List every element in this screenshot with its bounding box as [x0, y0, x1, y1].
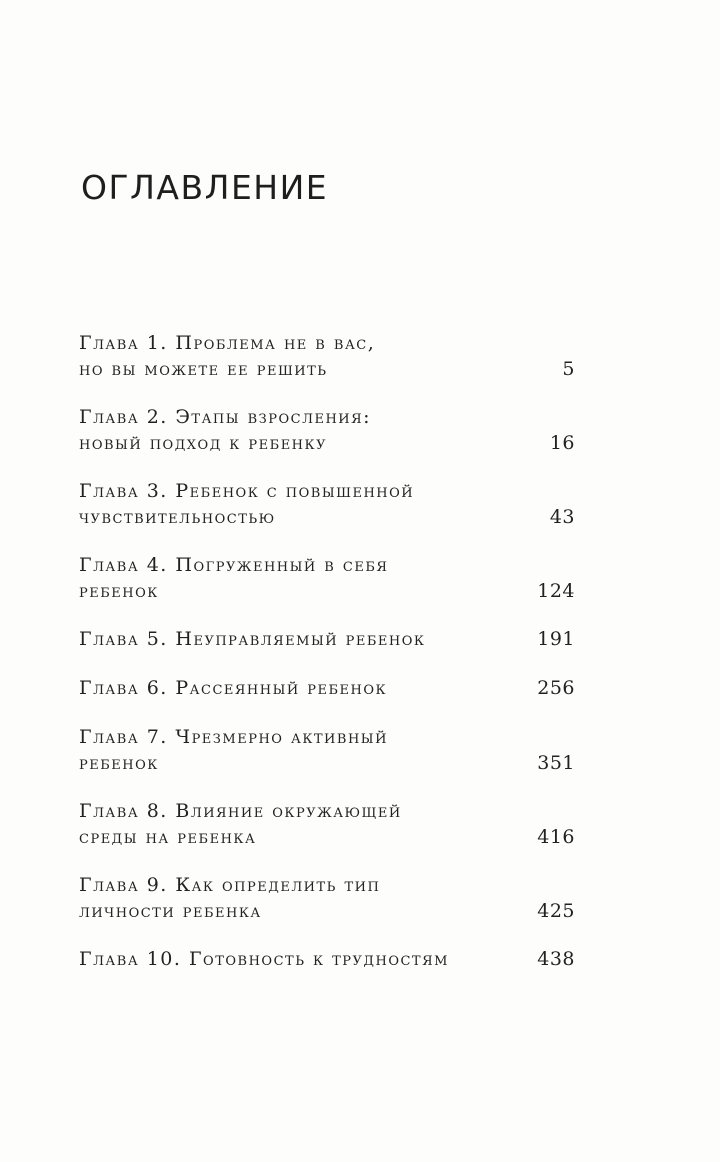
- toc-entry-chapter-2[interactable]: [79, 404, 575, 456]
- page-title: ОГЛАВЛЕНИЕ: [81, 168, 329, 207]
- toc-page-number: 124: [537, 580, 575, 602]
- toc-page-number: 5: [562, 358, 575, 380]
- toc-entry-title: Глава 1. Проблема не в вас,: [79, 332, 376, 354]
- toc-entry-title-continued: личности ребенка: [79, 900, 262, 922]
- toc-entry-title: Глава 9. Как определить тип: [79, 874, 381, 896]
- toc-entry-title-continued: чувствительностью: [79, 506, 276, 528]
- toc-page-number: 416: [537, 826, 575, 848]
- toc-entry-chapter-7[interactable]: [79, 724, 575, 776]
- toc-entry-chapter-4[interactable]: [79, 552, 575, 604]
- toc-entry-chapter-10[interactable]: [79, 946, 575, 972]
- toc-entry-title: Глава 4. Погруженный в себя: [79, 554, 389, 576]
- toc-entry-title: Глава 10. Готовность к трудностям: [79, 948, 449, 970]
- toc-entry-chapter-1[interactable]: [79, 330, 575, 382]
- toc-page-number: 43: [549, 506, 575, 528]
- toc-entry-title: Глава 8. Влияние окружающей: [79, 800, 402, 822]
- toc-entry-title: Глава 5. Неуправляемый ребенок: [79, 628, 426, 650]
- toc-entry-chapter-5[interactable]: [79, 626, 575, 652]
- toc-page-number: 425: [537, 900, 575, 922]
- toc-page-number: 256: [537, 677, 575, 699]
- toc-entry-title: Глава 2. Этапы взросления:: [79, 406, 372, 428]
- toc-entry-title-continued: но вы можете ее решить: [79, 358, 328, 380]
- toc-entry-chapter-9[interactable]: [79, 872, 575, 924]
- toc-entry-title-continued: новый подход к ребенку: [79, 432, 327, 454]
- toc-page-number: 351: [537, 752, 575, 774]
- toc-page-number: 438: [537, 948, 575, 970]
- table-of-contents: [79, 330, 575, 972]
- toc-entry-chapter-8[interactable]: [79, 798, 575, 850]
- toc-entry-title: Глава 3. Ребенок с повышенной: [79, 480, 415, 502]
- toc-page-number: 16: [549, 432, 575, 454]
- toc-entry-chapter-3[interactable]: [79, 478, 575, 530]
- toc-entry-title-continued: ребенок: [79, 752, 159, 774]
- toc-entry-title: Глава 6. Рассеянный ребенок: [79, 677, 388, 699]
- toc-entry-chapter-6[interactable]: [79, 675, 575, 701]
- toc-entry-title-continued: среды на ребенка: [79, 826, 257, 848]
- toc-entry-title: Глава 7. Чрезмерно активный: [79, 726, 388, 748]
- toc-page-number: 191: [537, 628, 575, 650]
- toc-entry-title-continued: ребенок: [79, 580, 159, 602]
